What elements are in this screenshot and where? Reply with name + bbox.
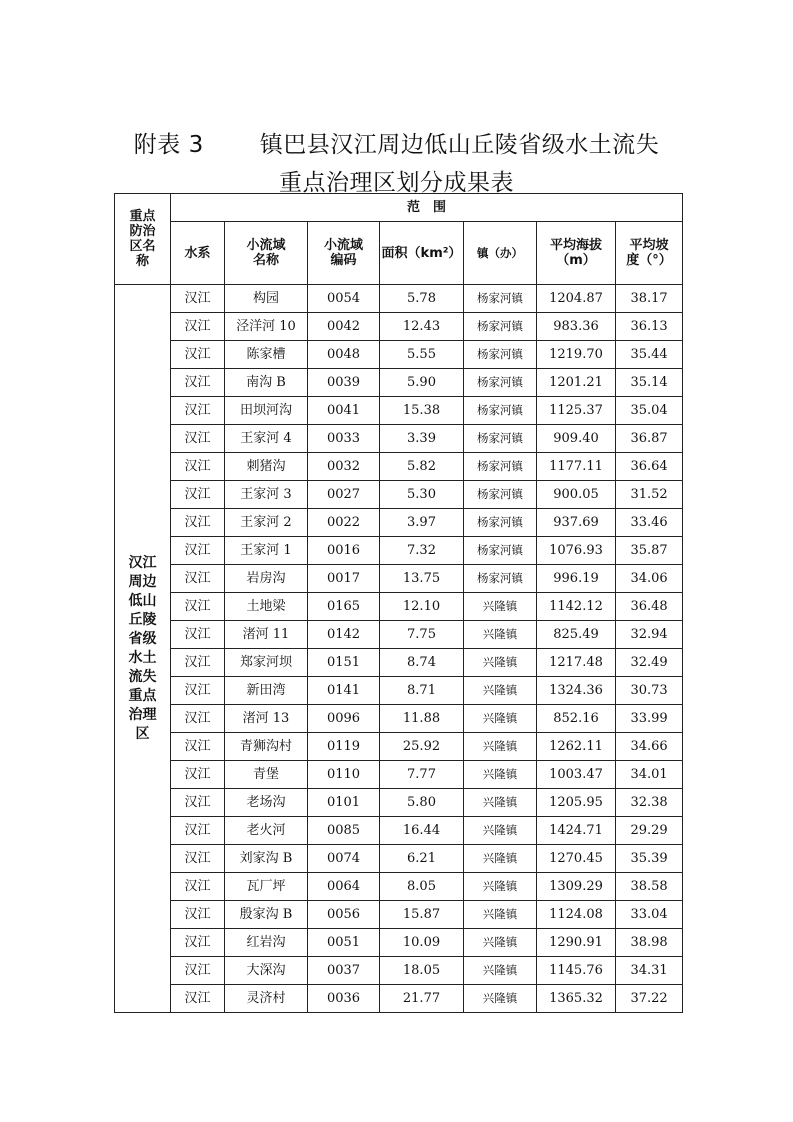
watershed-name-cell: 构园	[225, 285, 308, 313]
water-system-cell: 汉江	[171, 537, 225, 565]
town-cell: 兴隆镇	[464, 901, 537, 929]
table-row	[115, 509, 683, 537]
watershed-name-cell: 青狮沟村	[225, 733, 308, 761]
water-system-cell: 汉江	[171, 397, 225, 425]
elevation-cell: 1262.11	[537, 733, 616, 761]
town-cell: 杨家河镇	[464, 397, 537, 425]
table-row	[115, 817, 683, 845]
town-cell: 杨家河镇	[464, 537, 537, 565]
area-cell: 8.71	[380, 677, 464, 705]
area-cell: 7.77	[380, 761, 464, 789]
watershed-code-cell: 0119	[308, 733, 380, 761]
area-cell: 5.55	[380, 341, 464, 369]
watershed-code-cell: 0051	[308, 929, 380, 957]
table-row	[115, 901, 683, 929]
area-cell: 13.75	[380, 565, 464, 593]
town-cell: 杨家河镇	[464, 565, 537, 593]
water-system-cell: 汉江	[171, 705, 225, 733]
area-cell: 3.39	[380, 425, 464, 453]
table-row	[115, 313, 683, 341]
town-cell: 兴隆镇	[464, 789, 537, 817]
area-cell: 5.82	[380, 453, 464, 481]
water-system-cell: 汉江	[171, 845, 225, 873]
watershed-code-cell: 0039	[308, 369, 380, 397]
water-system-cell: 汉江	[171, 425, 225, 453]
elevation-cell: 1142.12	[537, 593, 616, 621]
column-header: 小流域 编码	[308, 222, 380, 285]
water-system-cell: 汉江	[171, 453, 225, 481]
town-cell: 杨家河镇	[464, 453, 537, 481]
column-header-row	[115, 222, 683, 285]
watershed-code-cell: 0101	[308, 789, 380, 817]
slope-cell: 31.52	[616, 481, 683, 509]
slope-cell: 36.13	[616, 313, 683, 341]
elevation-cell: 900.05	[537, 481, 616, 509]
table-row	[115, 621, 683, 649]
watershed-name-cell: 老火河	[225, 817, 308, 845]
watershed-code-cell: 0032	[308, 453, 380, 481]
table-row	[115, 985, 683, 1013]
area-cell: 7.32	[380, 537, 464, 565]
town-cell: 兴隆镇	[464, 761, 537, 789]
area-cell: 5.80	[380, 789, 464, 817]
town-cell: 兴隆镇	[464, 985, 537, 1013]
town-cell: 兴隆镇	[464, 593, 537, 621]
slope-cell: 33.04	[616, 901, 683, 929]
water-system-cell: 汉江	[171, 621, 225, 649]
table-row	[115, 537, 683, 565]
town-cell: 兴隆镇	[464, 957, 537, 985]
area-cell: 3.97	[380, 509, 464, 537]
table-row	[115, 649, 683, 677]
watershed-code-cell: 0033	[308, 425, 380, 453]
watershed-code-cell: 0141	[308, 677, 380, 705]
watershed-code-cell: 0022	[308, 509, 380, 537]
watershed-code-cell: 0110	[308, 761, 380, 789]
scope-header: 范 围	[171, 194, 683, 222]
watershed-code-cell: 0016	[308, 537, 380, 565]
elevation-cell: 1204.87	[537, 285, 616, 313]
watershed-code-cell: 0151	[308, 649, 380, 677]
elevation-cell: 1125.37	[537, 397, 616, 425]
water-system-cell: 汉江	[171, 481, 225, 509]
town-cell: 兴隆镇	[464, 873, 537, 901]
water-system-cell: 汉江	[171, 593, 225, 621]
slope-cell: 35.04	[616, 397, 683, 425]
slope-cell: 33.99	[616, 705, 683, 733]
water-system-cell: 汉江	[171, 873, 225, 901]
watershed-name-cell: 灵济村	[225, 985, 308, 1013]
town-cell: 兴隆镇	[464, 705, 537, 733]
table-row	[115, 733, 683, 761]
town-cell: 杨家河镇	[464, 285, 537, 313]
town-cell: 杨家河镇	[464, 509, 537, 537]
slope-cell: 37.22	[616, 985, 683, 1013]
water-system-cell: 汉江	[171, 733, 225, 761]
watershed-name-cell: 王家河 3	[225, 481, 308, 509]
area-cell: 5.30	[380, 481, 464, 509]
table-row	[115, 929, 683, 957]
area-cell: 15.38	[380, 397, 464, 425]
column-header: 面积（km²）	[380, 222, 464, 285]
water-system-cell: 汉江	[171, 649, 225, 677]
town-cell: 兴隆镇	[464, 817, 537, 845]
area-cell: 8.74	[380, 649, 464, 677]
area-cell: 12.10	[380, 593, 464, 621]
watershed-name-cell: 老场沟	[225, 789, 308, 817]
town-cell: 杨家河镇	[464, 481, 537, 509]
watershed-code-cell: 0048	[308, 341, 380, 369]
corner-header: 重点防治区名称	[115, 194, 171, 285]
elevation-cell: 909.40	[537, 425, 616, 453]
elevation-cell: 1145.76	[537, 957, 616, 985]
elevation-cell: 1205.95	[537, 789, 616, 817]
table-row	[115, 453, 683, 481]
division-results-table	[114, 193, 683, 1013]
watershed-code-cell: 0027	[308, 481, 380, 509]
area-cell: 25.92	[380, 733, 464, 761]
elevation-cell: 1324.36	[537, 677, 616, 705]
watershed-name-cell: 刘家沟 B	[225, 845, 308, 873]
appendix-label: 附表 3	[133, 132, 204, 158]
water-system-cell: 汉江	[171, 761, 225, 789]
water-system-cell: 汉江	[171, 985, 225, 1013]
watershed-name-cell: 殷家沟 B	[225, 901, 308, 929]
water-system-cell: 汉江	[171, 677, 225, 705]
elevation-cell: 1270.45	[537, 845, 616, 873]
water-system-cell: 汉江	[171, 313, 225, 341]
watershed-name-cell: 岩房沟	[225, 565, 308, 593]
town-cell: 兴隆镇	[464, 845, 537, 873]
slope-cell: 35.44	[616, 341, 683, 369]
watershed-code-cell: 0096	[308, 705, 380, 733]
table-row	[115, 845, 683, 873]
watershed-name-cell: 渚河 11	[225, 621, 308, 649]
table-row	[115, 425, 683, 453]
watershed-name-cell: 新田湾	[225, 677, 308, 705]
slope-cell: 38.17	[616, 285, 683, 313]
town-cell: 兴隆镇	[464, 677, 537, 705]
slope-cell: 36.48	[616, 593, 683, 621]
elevation-cell: 1201.21	[537, 369, 616, 397]
slope-cell: 33.46	[616, 509, 683, 537]
watershed-name-cell: 刺猪沟	[225, 453, 308, 481]
water-system-cell: 汉江	[171, 901, 225, 929]
elevation-cell: 1365.32	[537, 985, 616, 1013]
town-cell: 兴隆镇	[464, 621, 537, 649]
watershed-code-cell: 0017	[308, 565, 380, 593]
slope-cell: 36.64	[616, 453, 683, 481]
table-row	[115, 341, 683, 369]
slope-cell: 36.87	[616, 425, 683, 453]
water-system-cell: 汉江	[171, 817, 225, 845]
water-system-cell: 汉江	[171, 369, 225, 397]
table-row	[115, 593, 683, 621]
area-cell: 12.43	[380, 313, 464, 341]
area-cell: 5.78	[380, 285, 464, 313]
town-cell: 兴隆镇	[464, 649, 537, 677]
watershed-name-cell: 王家河 2	[225, 509, 308, 537]
watershed-name-cell: 陈家槽	[225, 341, 308, 369]
column-header: 水系	[171, 222, 225, 285]
watershed-name-cell: 青堡	[225, 761, 308, 789]
watershed-name-cell: 渚河 13	[225, 705, 308, 733]
watershed-code-cell: 0037	[308, 957, 380, 985]
watershed-name-cell: 大深沟	[225, 957, 308, 985]
table-row	[115, 957, 683, 985]
area-cell: 21.77	[380, 985, 464, 1013]
area-cell: 11.88	[380, 705, 464, 733]
watershed-code-cell: 0041	[308, 397, 380, 425]
slope-cell: 32.38	[616, 789, 683, 817]
elevation-cell: 1290.91	[537, 929, 616, 957]
slope-cell: 34.06	[616, 565, 683, 593]
slope-cell: 35.39	[616, 845, 683, 873]
slope-cell: 38.58	[616, 873, 683, 901]
water-system-cell: 汉江	[171, 565, 225, 593]
elevation-cell: 1076.93	[537, 537, 616, 565]
town-cell: 杨家河镇	[464, 369, 537, 397]
slope-cell: 29.29	[616, 817, 683, 845]
town-cell: 杨家河镇	[464, 341, 537, 369]
elevation-cell: 825.49	[537, 621, 616, 649]
area-cell: 5.90	[380, 369, 464, 397]
slope-cell: 30.73	[616, 677, 683, 705]
area-cell: 16.44	[380, 817, 464, 845]
table-row	[115, 761, 683, 789]
slope-cell: 35.14	[616, 369, 683, 397]
watershed-code-cell: 0142	[308, 621, 380, 649]
elevation-cell: 996.19	[537, 565, 616, 593]
watershed-name-cell: 王家河 1	[225, 537, 308, 565]
slope-cell: 32.94	[616, 621, 683, 649]
column-header: 平均海拔 （m）	[537, 222, 616, 285]
table-row	[115, 565, 683, 593]
elevation-cell: 1124.08	[537, 901, 616, 929]
watershed-code-cell: 0036	[308, 985, 380, 1013]
area-cell: 6.21	[380, 845, 464, 873]
area-cell: 10.09	[380, 929, 464, 957]
watershed-code-cell: 0085	[308, 817, 380, 845]
water-system-cell: 汉江	[171, 285, 225, 313]
column-header: 镇（办）	[464, 222, 537, 285]
water-system-cell: 汉江	[171, 957, 225, 985]
town-cell: 兴隆镇	[464, 733, 537, 761]
table-row	[115, 285, 683, 313]
slope-cell: 38.98	[616, 929, 683, 957]
table-row	[115, 873, 683, 901]
slope-cell: 34.01	[616, 761, 683, 789]
slope-cell: 35.87	[616, 537, 683, 565]
elevation-cell: 1424.71	[537, 817, 616, 845]
watershed-code-cell: 0064	[308, 873, 380, 901]
watershed-code-cell: 0074	[308, 845, 380, 873]
title-text: 镇巴县汉江周边低山丘陵省级水土流失	[259, 132, 660, 158]
slope-cell: 32.49	[616, 649, 683, 677]
water-system-cell: 汉江	[171, 341, 225, 369]
watershed-code-cell: 0042	[308, 313, 380, 341]
area-cell: 18.05	[380, 957, 464, 985]
water-system-cell: 汉江	[171, 789, 225, 817]
water-system-cell: 汉江	[171, 929, 225, 957]
column-header: 小流域 名称	[225, 222, 308, 285]
water-system-cell: 汉江	[171, 509, 225, 537]
area-cell: 8.05	[380, 873, 464, 901]
column-header: 平均坡 度（°）	[616, 222, 683, 285]
watershed-name-cell: 红岩沟	[225, 929, 308, 957]
watershed-name-cell: 郑家河坝	[225, 649, 308, 677]
watershed-name-cell: 南沟 B	[225, 369, 308, 397]
town-cell: 杨家河镇	[464, 313, 537, 341]
area-cell: 15.87	[380, 901, 464, 929]
watershed-code-cell: 0056	[308, 901, 380, 929]
elevation-cell: 1219.70	[537, 341, 616, 369]
slope-cell: 34.31	[616, 957, 683, 985]
elevation-cell: 1309.29	[537, 873, 616, 901]
table-row	[115, 397, 683, 425]
slope-cell: 34.66	[616, 733, 683, 761]
document-title-line2: 重点治理区划分成果表	[279, 170, 514, 196]
watershed-name-cell: 泾洋河 10	[225, 313, 308, 341]
watershed-name-cell: 田坝河沟	[225, 397, 308, 425]
town-cell: 杨家河镇	[464, 425, 537, 453]
elevation-cell: 983.36	[537, 313, 616, 341]
watershed-name-cell: 土地梁	[225, 593, 308, 621]
table-row	[115, 789, 683, 817]
elevation-cell: 852.16	[537, 705, 616, 733]
elevation-cell: 1217.48	[537, 649, 616, 677]
region-name-cell: 汉江周边低山丘陵省级水土流失重点治理区	[115, 285, 171, 1013]
town-cell: 兴隆镇	[464, 929, 537, 957]
watershed-name-cell: 瓦厂坪	[225, 873, 308, 901]
table-row	[115, 677, 683, 705]
area-cell: 7.75	[380, 621, 464, 649]
watershed-name-cell: 王家河 4	[225, 425, 308, 453]
elevation-cell: 1177.11	[537, 453, 616, 481]
elevation-cell: 1003.47	[537, 761, 616, 789]
watershed-code-cell: 0165	[308, 593, 380, 621]
watershed-code-cell: 0054	[308, 285, 380, 313]
table-row	[115, 369, 683, 397]
table-row	[115, 705, 683, 733]
elevation-cell: 937.69	[537, 509, 616, 537]
document-title-line1	[0, 126, 793, 159]
table-row	[115, 481, 683, 509]
